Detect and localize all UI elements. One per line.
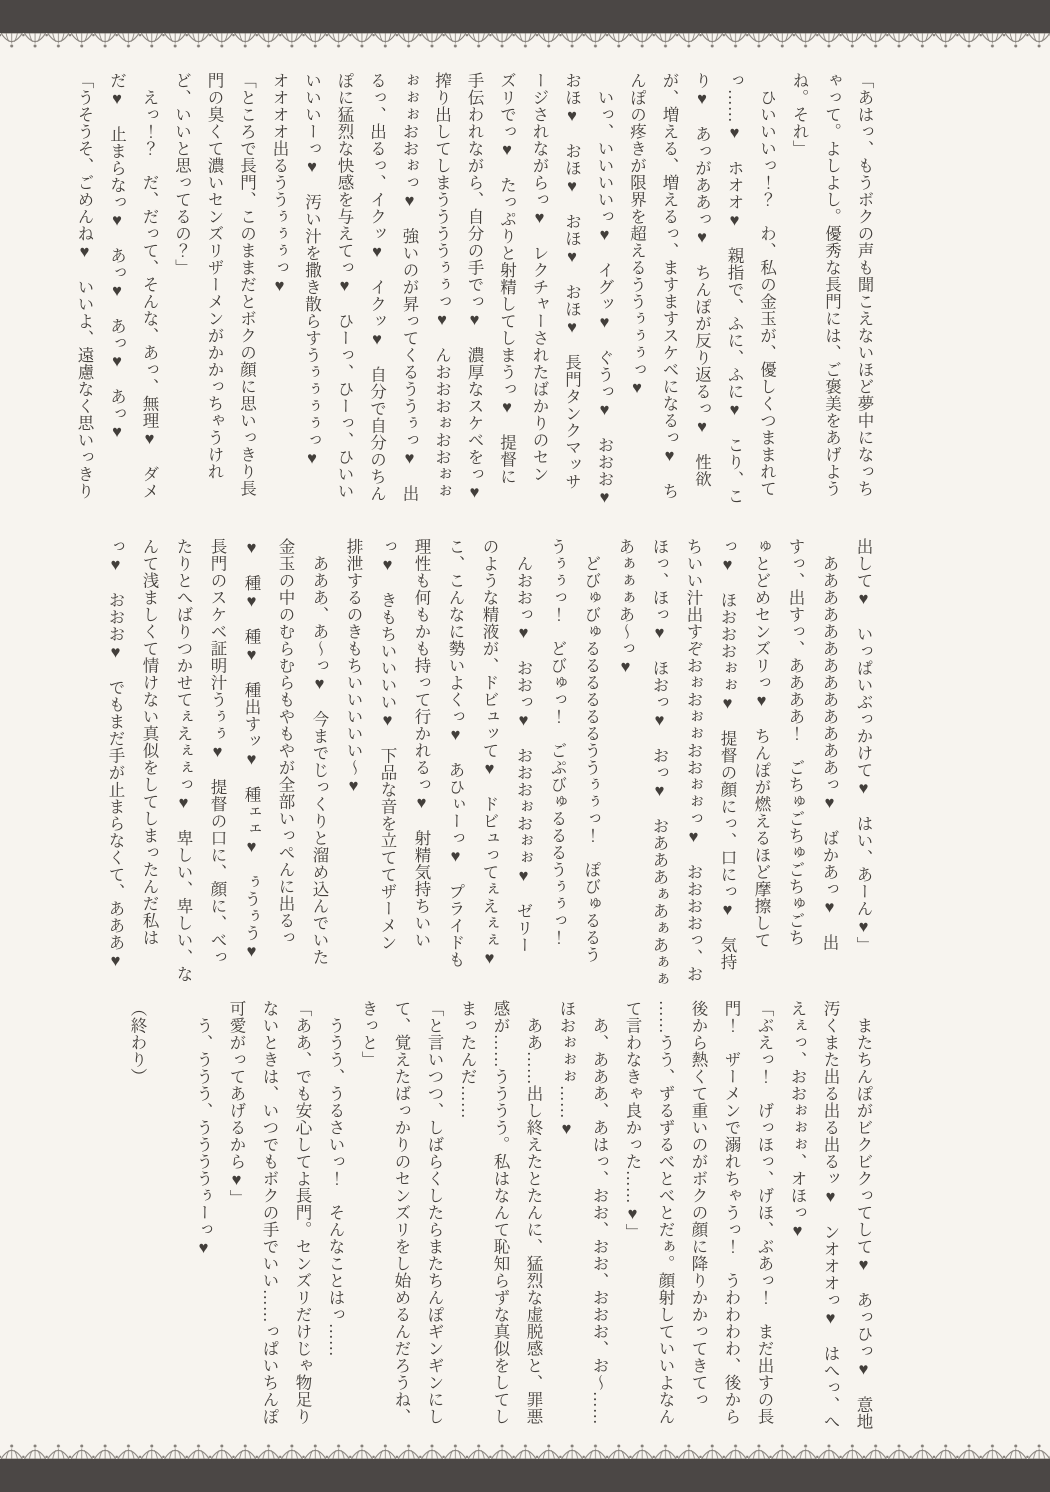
- text-column: 手伝われながら、自分の手でっ♥ 濃厚なスケベをっ♥: [465, 72, 484, 502]
- text-column: ないときは、いつでもボクの手でいい……っぱいちんぽ: [260, 1000, 279, 1425]
- text-column: て、覚えたばっかりのセンズリをし始めるんだろうね、: [392, 1000, 411, 1425]
- text-column: 「ああ、でも安心してよ長門。センズリだけじゃ物足り: [293, 1000, 312, 1425]
- text-column: ……うう、ずるずるべとべとだぁ。顔射していいよなん: [656, 1000, 675, 1425]
- text-column: 排泄するのきもちいいいいい〜♥: [344, 538, 363, 796]
- text-column: ♥ 種♥ 種♥ 種出すッ♥ 種ェェ♥ ぅうぅう♥: [242, 538, 261, 961]
- text-column: り♥ あっがああっ♥ ちんぽが反り返るっ♥ 性欲: [692, 72, 712, 488]
- text-column: おほ♥ おほ♥ おほ♥ おほ♥ 長門タンクマッサ: [562, 72, 582, 490]
- text-column: 搾り出してしまううううぅぅっ♥ んおおおぉおおぉぉ: [432, 72, 452, 500]
- text-column: あぁぁぁあ〜っ♥: [616, 538, 635, 677]
- text-column: んおおっ♥ おおっ♥ おおおぉおぉぉ♥ ゼリー: [514, 538, 533, 954]
- border-bar-top: [0, 0, 1050, 33]
- ending-note: （終わり）: [128, 1000, 147, 1085]
- text-column: っ……♥ ホオオ♥ 親指で、ふに、ふに♥ こり、こ: [725, 72, 744, 505]
- text-column: 「ぶえっ！ げっほっ、げほ、ぶあっ！ まだ出すの長: [755, 1000, 774, 1425]
- text-column: あああ、あ〜っ♥ 今までじっくりと溜め込んでいた: [310, 538, 329, 966]
- text-column: [154, 1000, 187, 1420]
- text-block-middle: [98, 538, 880, 988]
- text-column: うぅぅっ！ どびゅっ！ ごぷびゅるるるうぅぅっ！: [548, 538, 567, 946]
- text-column: 長門のスケベ証明汁うぅぅ♥ 提督の口に、顔に、べっ: [208, 538, 227, 966]
- text-column: えっ！？ だ、だって、そんな、あっ、無理♥ ダメ: [140, 72, 159, 500]
- text-column: るっ、出るっ、イクッ♥ イクッ♥ 自分で自分のちん: [367, 72, 387, 502]
- text-column: だ♥ 止まらなっ♥ あっ♥ あっ♥ あっ♥: [107, 72, 127, 442]
- lace-trim-bottom-icon: [0, 1442, 1050, 1459]
- text-column: ああ……出し終えたとたんに、猛烈な虚脱感と、罪悪: [524, 1000, 543, 1425]
- text-column: こ、こんなに勢いよくっ♥ あひぃーっ♥ プライドも: [446, 538, 465, 968]
- text-column: 門の臭くて濃いセンズリザーメンがかかっちゃうけれ: [205, 72, 224, 480]
- text-column: まったんだ……: [458, 1000, 477, 1119]
- text-column: ううう、うるさいっ！ そんなことはっ……: [326, 1000, 345, 1357]
- text-column: 可愛がってあげるから♥」: [227, 1000, 246, 1207]
- text-column: いいいーっ♥ 汚い汁を撒き散らすうぅぅぅぅっ♥: [302, 72, 322, 468]
- text-column: ゅとどめセンズリっ♥ ちんぽが燃えるほど摩擦して: [752, 538, 771, 949]
- text-column: 「と言いつつ、しばらくしたらまたちんぽギンギンにし: [425, 1000, 444, 1425]
- text-column: ほっ、ほっ♥ ほおっ♥ おっ♥ おあああぁあぁあぁぁ: [650, 538, 669, 988]
- text-column: すっ、出すっ、ああああ！ ごちゅごちゅごちゅごち: [786, 538, 805, 946]
- text-column: ほおぉぉぉ……♥: [557, 1000, 576, 1139]
- text-column: 感が……うううう。私はなんて恥知らずな真似をしてし: [491, 1000, 510, 1425]
- text-column: 門！ ザーメンで溺れちゃうっ！ うわわわわ、後から: [722, 1000, 741, 1425]
- text-column: っ♥ きもちいいいい♥ 下品な音を立ててザーメン: [378, 538, 397, 951]
- text-column: きっと」: [359, 1000, 378, 1068]
- lace-trim-top-icon: [0, 33, 1050, 50]
- text-block-bottom: [121, 1000, 880, 1430]
- text-column: んぽの疼きが限界を超えるううぅぅぅっ♥: [627, 72, 647, 398]
- text-column: えぇっ、おおぉぉぉ、オほっ♥: [788, 1000, 807, 1241]
- text-column: オオオオ出るううぅぅぅっ♥: [270, 72, 289, 296]
- text-column: あ、あああ、あはっ、おお、おお、おおお、お〜……: [590, 1000, 609, 1425]
- text-column: またちんぽがビクビクってして♥ あっひっ♥ 意地: [854, 1000, 873, 1430]
- text-column: のような精液が、ドビュッて♥ ドビュってぇえぇぇ♥: [480, 538, 499, 968]
- text-column: ぽに猛烈な快感を与えてっ♥ ひーっ、ひーっ、ひいい: [335, 72, 354, 500]
- text-column: ゃって。よしよし。優秀な長門には、ご褒美をあげよう: [822, 72, 842, 497]
- text-column: んて浅ましくて情けない真似をしてしまったんだ私は: [140, 538, 159, 946]
- text-column: あああああああああああああっ♥ ばかあっ♥ 出: [820, 538, 839, 951]
- text-column: ぉぉぉおおぉっ♥ 強いのが昇ってくるううぅっ♥ 出: [400, 72, 419, 502]
- text-column: 金玉の中のむらむらもやもやが全部いっぺんに出るっ: [276, 538, 295, 946]
- text-column: が、増える、増えるっ、ますますスケベになるっ♥ ち: [660, 72, 679, 500]
- decorative-border-top: [0, 0, 1050, 50]
- text-column: 「ところで長門、このままだとボクの顔に思いっきり長: [237, 72, 257, 497]
- decorative-border-bottom: [0, 1442, 1050, 1492]
- text-column: ね。それ」: [790, 72, 809, 157]
- text-column: ちいい汁出すぞおぉおぉぉおおぉぉっ♥ おおおおっ、お: [684, 538, 703, 983]
- text-column: ージされながらっ♥ レクチャーされたばかりのセン: [530, 72, 549, 483]
- text-column: ひいいいっ！？ わ、私の金玉が、優しくつままれて: [757, 72, 777, 497]
- text-column: て言わなきゃ良かった……♥」: [623, 1000, 642, 1241]
- text-column: 理性も何もかも持って行かれるっ♥ 射精気持ちいい: [412, 538, 431, 949]
- text-block-top: [68, 72, 881, 522]
- text-column: たりとへばりつかせてぇえぇぇっ♥ 卑しい、卑しい、な: [174, 538, 193, 983]
- text-column: 後から熱くて重いのがボクの顔に降りかかってきてっ: [689, 1000, 708, 1408]
- text-column: う、ううう、ううううぅーっ♥: [194, 1000, 213, 1258]
- text-column: 「あはっ、もうボクの声も聞こえないほど夢中になっち: [855, 72, 874, 497]
- text-column: どびゅびゅるるるるるるううぅぅっ！ ぽびゅるるう: [582, 538, 601, 963]
- text-column: いっ、いいいいっ♥ イグッ♥ ぐうっ♥ おおお♥: [595, 72, 614, 507]
- text-column: ズリでっ♥ たっぷりと射精してしまうっ♥ 提督に: [497, 72, 517, 485]
- border-bar-bottom: [0, 1459, 1050, 1492]
- text-column: ど、いいと思ってるの？」: [172, 72, 192, 276]
- text-column: っ♥ ほおおおぉぉ♥ 提督の顔にっ、口にっ♥ 気持: [718, 538, 737, 971]
- text-column: っ♥ おおお♥ でもまだ手が止まらなくて、あああ♥: [106, 538, 125, 971]
- text-column: 出して♥ いっぱいぶっかけて♥ はい、あーん♥」: [854, 538, 873, 954]
- text-column: 「うそうそ、ごめんね♥ いいよ、遠慮なく思いっきり: [75, 72, 94, 500]
- text-column: 汚くまた出る出る出るッ♥ ンオオオっ♥ はへっ、へ: [821, 1000, 840, 1430]
